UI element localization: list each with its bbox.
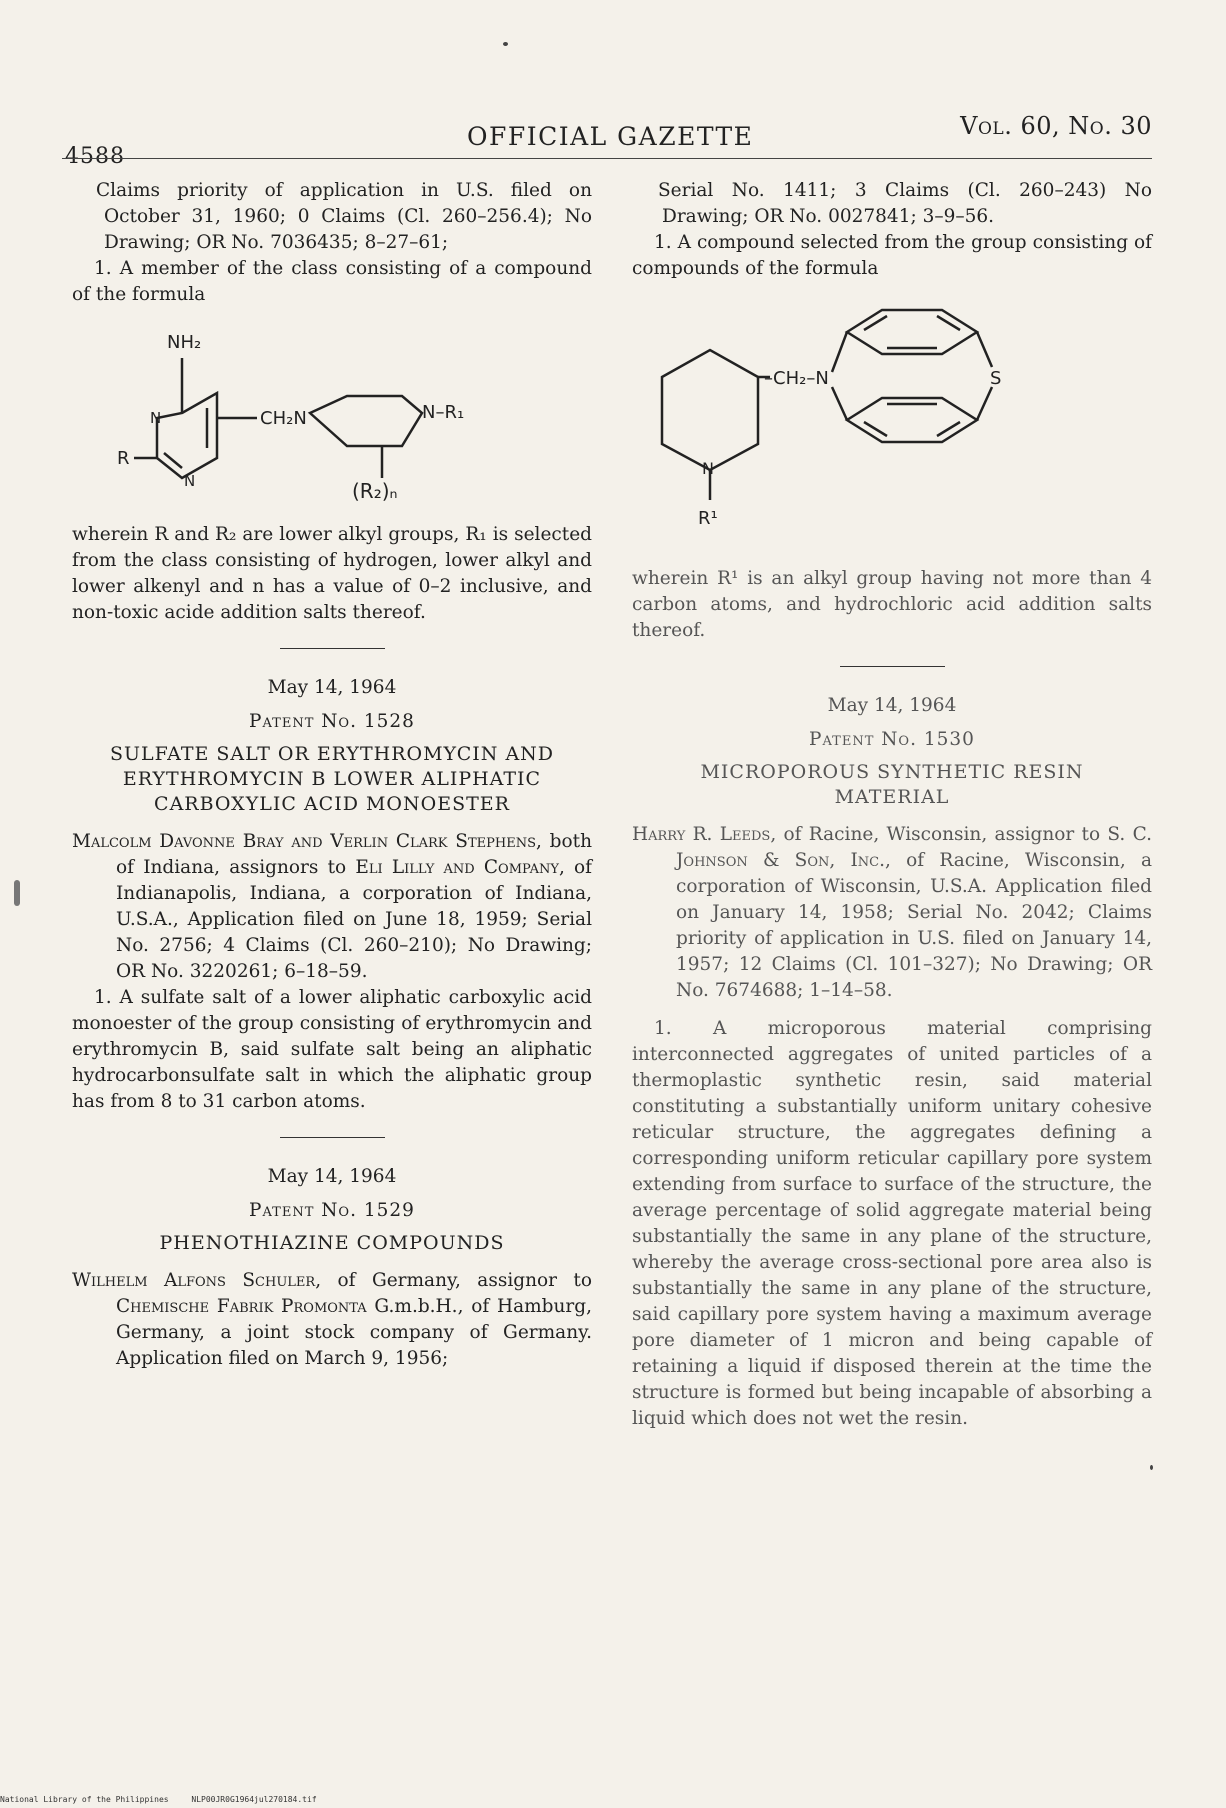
patent-1530-entry xyxy=(632,693,1152,1432)
assignee-name: Eli Lilly and Company xyxy=(355,857,559,878)
patent-label: Patent No. xyxy=(249,711,357,732)
r-label: R xyxy=(117,448,130,469)
patent-date: May 14, 1964 xyxy=(267,677,397,698)
page-header xyxy=(62,108,1152,169)
library-credit: National Library of the Philippines xyxy=(0,1795,169,1804)
claim-text: 1. A member of the class consisting of a compound of the formula xyxy=(72,258,592,305)
patent-label: Patent No. xyxy=(809,729,917,750)
scan-speck xyxy=(14,880,20,906)
scan-filename: NLP00JR0G1964jul270184.tif xyxy=(191,1795,317,1804)
scan-speck xyxy=(1150,1465,1153,1470)
r2n-label: (R₂)ₙ xyxy=(352,479,398,503)
assignor-names: Malcolm Davonne Bray and Verlin Clark Stephens xyxy=(72,831,536,852)
section-divider xyxy=(280,1137,385,1138)
nh2-label: NH₂ xyxy=(167,332,202,353)
pyrimidine-piperazine-formula xyxy=(72,318,592,512)
ring-n-label: N xyxy=(702,459,714,478)
continued-entry-text: Claims priority of application in U.S. filed on October 31, 1960; 0 Claims (Cl. 260–256.4); No Drawing; OR No. 7036435; 8–27–61; xyxy=(96,180,592,253)
patent-number-line xyxy=(632,729,1152,750)
patent-title: MICROPOROUS SYNTHETIC RESIN MATERIAL xyxy=(700,761,1084,808)
patent-label: Patent No. xyxy=(249,1200,357,1221)
patent-details xyxy=(72,1268,592,1372)
patent-number: 1529 xyxy=(363,1200,415,1221)
patent-number-line xyxy=(72,1200,592,1221)
n-r1-label: N–R₁ xyxy=(422,402,465,423)
assignor-text: , both of Indiana, assignors to xyxy=(116,831,592,878)
scan-speck xyxy=(503,42,508,46)
claim-text: 1. A microporous material comprising interconnected aggregates of united particles of a thermoplastic synthetic resin, said material constituting a substantially uniform unitary cohesive reticular structure, the aggregates defining a corresponding uniform reticular capillary pore system extending from surface to surface of the structure, the average percentage of solid aggregate material being substantially the same in any plane of the structure, whereby the average cross-sectional pore area also is substantially the same in any plane of the structure, said capillary pore system having a maximum average pore diameter of 1 micron and being capable of retaining a liquid if disposed therein at the time the structure is formed but being incapable of absorbing a liquid which does not wet the resin. xyxy=(632,1018,1152,1429)
ch2n-label: CH₂N xyxy=(260,408,307,429)
assignor-text: , of Germany, assignor to xyxy=(315,1270,592,1291)
chemical-structure-2 xyxy=(632,292,1152,552)
volume-number: Vol. 60, No. 30 xyxy=(960,112,1152,140)
claim-text: 1. A sulfate salt of a lower aliphatic carboxylic acid monoester of the group consisting of erythromycin and erythromycin B, said sulfate salt being an aliphatic hydrocarbonsulfate salt in which the aliphatic group has from 8 to 31 carbon atoms. xyxy=(72,987,592,1112)
ring-n-upper-label: N xyxy=(150,409,162,427)
section-divider xyxy=(840,666,945,667)
patent-details xyxy=(632,822,1152,1004)
patent-1528-entry xyxy=(72,675,592,1115)
ring-n-lower-label: N xyxy=(184,472,196,490)
filing-details: G.m.b.H., of Hamburg, Germany, a joint stock company of Germany. Application filed on March 9, 1956; xyxy=(116,1296,592,1369)
filing-details: , of Indianapolis, Indiana, a corporation of Indiana, U.S.A., Application filed on June 18, 1959; Serial No. 2756; 4 Claims (Cl. 260–210); No Drawing; OR No. 3220261; 6–18–59. xyxy=(116,857,593,982)
assignee-name: Chemische Fabrik Promonta xyxy=(116,1296,367,1317)
patent-title: SULFATE SALT OR ERYTHROMYCIN AND ERYTHROMYCIN B LOWER ALIPHATIC CARBOXYLIC ACID MONOESTER xyxy=(109,743,555,815)
chemical-structure-1 xyxy=(72,318,592,508)
section-divider xyxy=(280,648,385,649)
patent-title: PHENOTHIAZINE COMPOUNDS xyxy=(159,1232,505,1254)
patent-date: May 14, 1964 xyxy=(267,1166,397,1187)
claim-text: 1. A compound selected from the group consisting of compounds of the formula xyxy=(632,232,1152,279)
patent-1529-entry xyxy=(72,1164,592,1372)
patent-number: 1528 xyxy=(363,711,415,732)
continued-entry-text: Serial No. 1411; 3 Claims (Cl. 260–243) No Drawing; OR No. 0027841; 3–9–56. xyxy=(658,180,1152,227)
assignor-text: , of Racine, Wisconsin, assignor to xyxy=(770,824,1108,845)
patent-details xyxy=(72,829,592,985)
patent-number: 1530 xyxy=(923,729,975,750)
patent-number-line xyxy=(72,711,592,732)
right-column xyxy=(632,178,1152,1432)
page-number: 4588 xyxy=(65,144,125,169)
gazette-title: OFFICIAL GAZETTE xyxy=(467,122,754,151)
header-rule xyxy=(62,158,1152,159)
r1-label: R¹ xyxy=(698,508,718,529)
assignor-name: Wilhelm Alfons Schuler xyxy=(72,1270,316,1291)
left-column xyxy=(72,178,592,1372)
ch2n-label: –CH₂–N xyxy=(764,368,829,389)
wherein-text: wherein R¹ is an alkyl group having not more than 4 carbon atoms, and hydrochloric acid addition salts thereof. xyxy=(632,568,1152,641)
filing-details: , of Racine, Wisconsin, a corporation of Wisconsin, U.S.A. Application filed on January 14, 1958; Serial No. 2042; Claims priority of application in U.S. filed on January 14, 1957; 12 Claims (Cl. 101–327); No Drawing; OR No. 7674688; 1–14–58. xyxy=(676,850,1152,1001)
sulfur-label: S xyxy=(990,368,1002,389)
patent-date: May 14, 1964 xyxy=(827,695,957,716)
assignor-name: Harry R. Leeds xyxy=(632,824,771,845)
scan-footer xyxy=(0,1795,1226,1804)
phenothiazine-formula xyxy=(632,292,1152,556)
wherein-text: wherein R and R₂ are lower alkyl groups, R₁ is selected from the class consisting of hydrogen, lower alkyl and lower alkenyl and n has a value of 0–2 inclusive, and non-toxic acide addition salts thereof. xyxy=(72,524,592,623)
assignee-name: S. C. Johnson & Son, Inc. xyxy=(676,824,1152,871)
